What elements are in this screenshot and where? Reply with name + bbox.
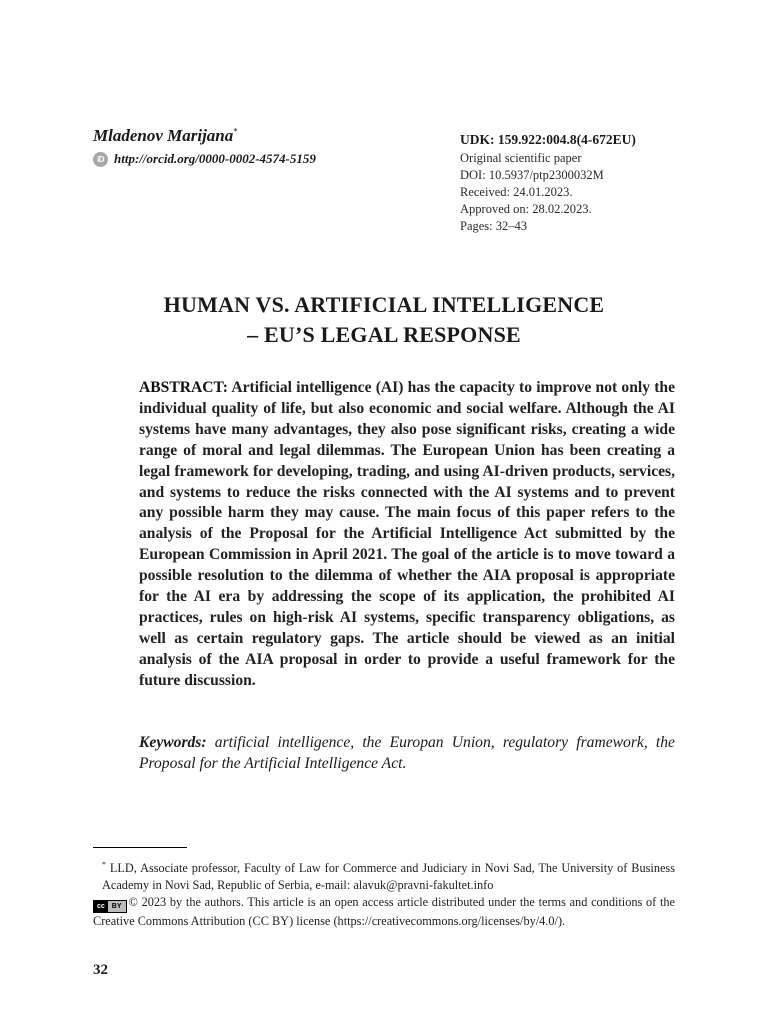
title-line-1: HUMAN VS. ARTIFICIAL INTELLIGENCE (163, 292, 605, 317)
cc-by-badge[interactable] (93, 900, 127, 913)
page-range: Pages: 32–43 (460, 219, 528, 233)
page-number: 32 (93, 962, 108, 978)
paper-title (90, 290, 678, 350)
paper-type: Original scientific paper (460, 151, 582, 165)
footnote-mark: * (102, 860, 106, 869)
license-text: © 2023 by the authors. This article is an open access article distributed under the terms and conditions of the Creative Commons Attribution (CC BY) license (https://creativecommons.org/licenses/by/4.0/). (93, 895, 675, 929)
by-icon: BY (108, 901, 126, 912)
abstract-text: Artificial intelligence (AI) has the capacity to improve not only the individual quality of life, but also economic and social welfare. Although the AI systems have many advantages, they also pose significant risks, creating a wide range of moral and legal dilemmas. The European Union has been creating a legal framework for developing, trading, and using AI-driven products, services, and systems to reduce the risks connected with the AI systems and to prevent any possible harm they may cause. The main focus of this paper refers to the analysis of the Proposal for the Artificial Intelligence Act submitted by the European Commission in April 2021. The goal of the article is to move toward a possible resolution to the dilemma of whether the AIA proposal is appropriate for the AI era by addressing the scope of its application, the prohibited AI practices, rules on high-risk AI systems, specific transparency obligations, as well as certain regulatory gaps. The article should be viewed as an initial analysis of the AIA proposal in order to provide a useful framework for the future discussion. (139, 379, 676, 689)
footnote-affiliation (93, 856, 675, 894)
abstract (139, 378, 675, 692)
affiliation-text: LLD, Associate professor, Faculty of Law for Commerce and Judiciary in Novi Sad, The University of Business Academy in Novi Sad, Republic of Serbia, e-mail: alavuk@pravni-fakultet.info (102, 861, 675, 893)
keywords-text: artificial intelligence, the Europan Union, regulatory framework, the Proposal for the Artificial Intelligence Act. (139, 734, 675, 772)
keywords (139, 733, 675, 775)
author-footnote-mark: * (233, 126, 238, 137)
doi: DOI: 10.5937/ptp2300032M (460, 168, 604, 182)
title-line-2: – EU’S LEGAL RESPONSE (247, 322, 521, 347)
orcid-icon: iD (93, 152, 108, 167)
footnote-divider (93, 847, 187, 848)
article-metadata (460, 131, 636, 235)
orcid-row (93, 151, 316, 167)
footnote (93, 856, 675, 930)
received-date: Received: 24.01.2023. (460, 185, 573, 199)
author-name (93, 126, 238, 146)
footnote-license (93, 894, 675, 930)
udk-code: UDK: 159.922:004.8(4-672EU) (460, 132, 636, 147)
abstract-label: ABSTRACT: (139, 379, 228, 396)
approved-date: Approved on: 28.02.2023. (460, 202, 592, 216)
orcid-link[interactable]: http://orcid.org/0000-0002-4574-5159 (114, 151, 316, 166)
author-name-text: Mladenov Marijana (93, 126, 234, 145)
keywords-label: Keywords: (139, 734, 207, 751)
cc-icon: cc (94, 901, 108, 912)
